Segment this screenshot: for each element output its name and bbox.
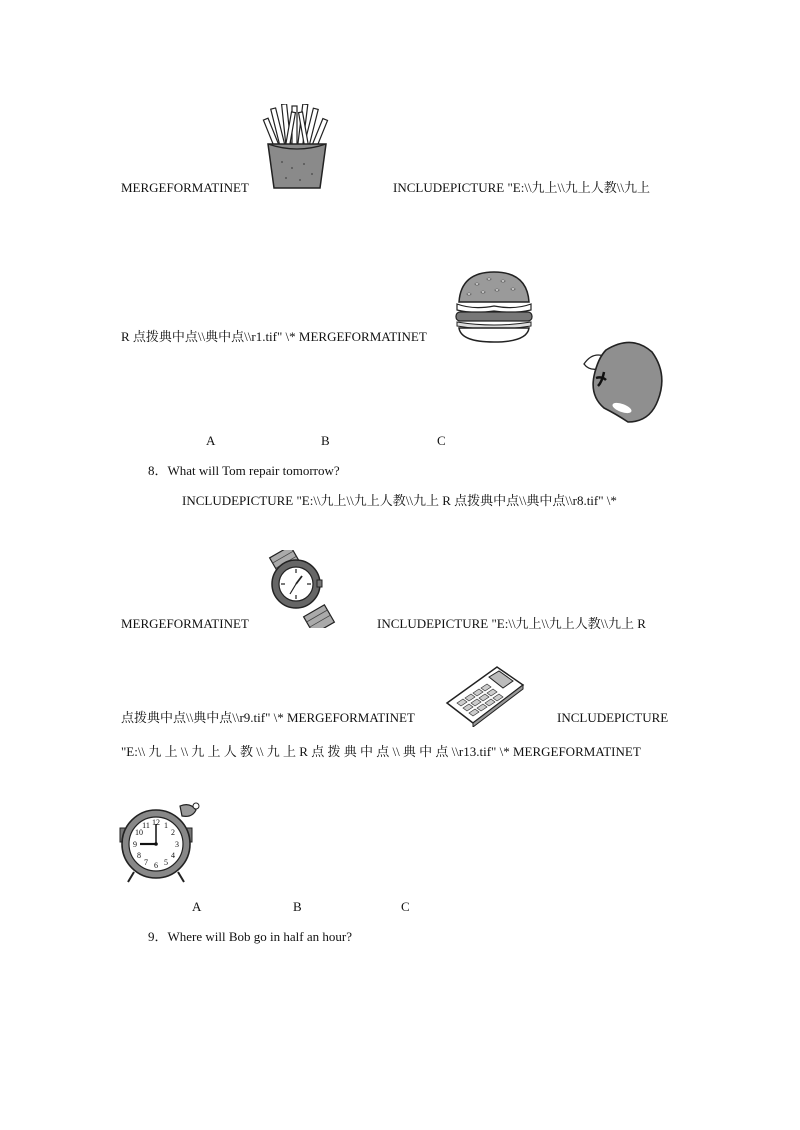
clock-number: 9	[133, 840, 137, 849]
field-code-text: INCLUDEPICTURE "E:\\九上\\九上人教\\九上	[393, 180, 650, 195]
calculator-image	[443, 663, 525, 727]
field-code-text: "E:\\ 九 上 \\ 九 上 人 教 \\ 九 上 R 点 拨 典 中 点 \\ 典 中 点 \\r13.tif" \* MERGEFORMATINET	[121, 744, 641, 759]
option-b-label: B	[293, 899, 302, 914]
option-a-label: A	[206, 433, 216, 448]
clock-number: 12	[152, 818, 160, 827]
wristwatch-image	[262, 550, 342, 628]
option-c-label: C	[437, 433, 446, 448]
field-code-text: 点拨典中点\\典中点\\r9.tif" \* MERGEFORMATINET	[121, 710, 415, 725]
clock-number: 10	[135, 828, 143, 837]
clock-number: 11	[142, 821, 150, 830]
field-code-text: MERGEFORMATINET	[121, 616, 249, 631]
field-code-text: INCLUDEPICTURE "E:\\九上\\九上人教\\九上 R	[377, 616, 646, 631]
apple-image	[576, 334, 668, 426]
clock-number: 8	[137, 851, 141, 860]
field-code-text: INCLUDEPICTURE "E:\\九上\\九上人教\\九上 R 点拨典中点\\典中点\\r8.tif" \*	[182, 493, 617, 508]
clock-number: 2	[171, 828, 175, 837]
field-code-text: MERGEFORMATINET	[121, 180, 249, 195]
french-fries-image	[262, 104, 332, 190]
option-b-label: B	[321, 433, 330, 448]
field-code-text: INCLUDEPICTURE	[557, 710, 669, 725]
clock-number: 5	[164, 858, 168, 867]
clock-number: 1	[164, 821, 168, 830]
clock-number: 3	[175, 840, 179, 849]
hamburger-image	[453, 270, 535, 344]
question-8: 8．What will Tom repair tomorrow?	[148, 463, 340, 478]
clock-number: 6	[154, 861, 158, 870]
clock-number: 4	[171, 851, 175, 860]
option-c-label: C	[401, 899, 410, 914]
field-code-text: R 点拨典中点\\典中点\\r1.tif" \* MERGEFORMATINET	[121, 329, 427, 344]
alarm-clock-image	[116, 800, 206, 886]
question-9: 9．Where will Bob go in half an hour?	[148, 929, 352, 944]
option-a-label: A	[192, 899, 202, 914]
clock-number: 7	[144, 858, 148, 867]
